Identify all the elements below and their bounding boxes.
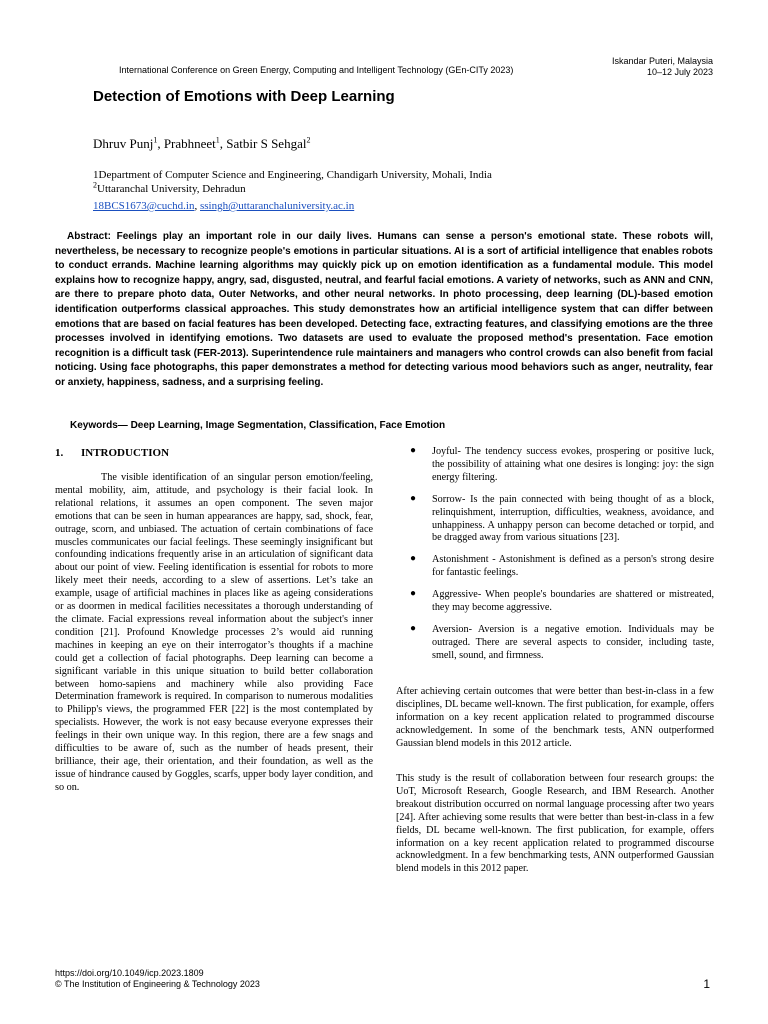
introduction-paragraph: The visible identification of an singular person emotion/feeling, mental mobility, aim, attitude, and psychology is their facial look. In relational relations, it assumes an open component. The seven major emotions that can be seen in human appearances are happy, sad, shock, fear, outrage, scorn, and unbiased. The actuation of certain combinations of face muscles communicates our facial feelings. These seemingly insignificant but confounding indications frequently arise in an articulation of significant data about our point of view. Feeling identification is essential for robots to more likely meet their needs, according to a slew of assertions. Let’s take an example, usage of artificial machines in places like as ageing considerations or as doormen in medical facilities necessitates a thorough understanding of the climate. Facial expressions reveal information about the subject's inner condition [21]. Profound Knowledge processes 2’s would aid running machines in keeping an eye on their interrogator’s thoughts if a machine could get a collection of facial photographs. Deep learning can become a significant variable in this unique situation to build better collaboration between homo-sapiens and machinery while also providing Face Determination framework is required. In comparison to numerous modalities to Philipp's views, the programmed FER [22] is the most contemplated by specialists. However, the work is not easy because everyone expresses their feelings in their own unique way. In this region, there are a few snags and difficulties to be aware of, such as the number of heads present, their brilliance, their age, their orientation, and their foundation, as well as the issue of hindrance caused by Goggles, scarfs, upper body layer condition, and so on. [55,472,373,793]
list-item: ● Aversion- Aversion is a negative emotion. Individuals may be outraged. There are several aspects to consider, including taste, smell, sound, and firmness. [410,622,714,661]
list-item: ● Sorrow- Is the pain connected with being thought of as a block, relinquishment, interruption, difficulties, weakness, avoidance, and unhappiness. A unhappy person can become detached or torpid, and be dragged away from various situations [23]. [410,492,714,544]
bullet-icon: ● [410,445,417,456]
abstract-text: Feelings play an important role in our daily lives. Humans can sense a person's emotional state. These robots will, nevertheless, be necessary to recognize people's emotions in particular situations. AI is a sort of artificial intelligence that enables robots to conduct errands. Machine learning algorithms may quickly pick up on emotion identification as a fundamental module. This model explains how to recognize happy, angry, sad, disgusted, neutral, and fearful facial emotions. A variety of networks, such as ANN and CNN, are there to prepare photo data, Outer Networks, and other neural networks. In photo processing, deep learning (DL)-based emotion identification outperforms classical approaches. This study demonstrates how an artificial intelligence system that can differ between emotions that are based on facial features has been developed. Detecting face, extracting features, and classifying emotions are the three processes involved in identifying emotions. Two datasets are used to evaluate the proposed method's presentation. Face emotion recognition is a difficult task (FER-2013). Superintendence rule maintainers and managers who control crowds can also benefit from facial noticing. Using face photographs, this paper demonstrates a method for detecting various mood behaviors such as anger, neutrality, fear or anxiety, happiness, sadness, and a surprising feeling. [55,231,713,388]
conference-name: International Conference on Green Energy, Computing and Intelligent Technology (GEn-CITy 2023) [119,65,514,75]
section-number: 1. [55,447,64,459]
paper-title: Detection of Emotions with Deep Learning [93,88,395,105]
body-paragraph: After achieving certain outcomes that were better than best-in-class in a few disciplines, DL became well-known. The first publication, for example, offers information on a key recent application related to programmed discourse acknowledgement. In some of the benchmark tests, ANN outperformed Gaussian blend models in this 2012 article. [396,686,714,749]
keywords: Keywords— Deep Learning, Image Segmentation, Classification, Face Emotion [70,420,446,431]
section-title: INTRODUCTION [81,447,170,459]
conference-location: Iskandar Puteri, Malaysia [611,56,713,66]
copyright-notice: © The Institution of Engineering & Technology 2023 [55,979,260,989]
author-name: Satbir S Sehgal [226,136,307,151]
emotion-bullet-list [396,446,714,672]
affiliations [93,168,492,213]
author-name: Dhruv Punj [93,136,154,151]
body-paragraph: This study is the result of collaboration between four research groups: the UoT, Microsoft Research, Google Research, and IBM Research. Another breakout distribution occurred on normal language processing after two years [24]. After achieving some results that were better than best-in-class in a few fields, DL became well-known. The first publication, for example, offers information on a key recent application related to programmed discourse acknowledgment. In a few benchmarking tests, ANN outperformed Gaussian blend models in this 2012 paper. [396,773,714,875]
list-item: ● Aggressive- When people's boundaries are shattered or mistreated, they may become aggressive. [410,588,714,614]
conference-location-date [612,56,713,78]
conference-dates: 10–12 July 2023 [646,67,713,77]
bullet-icon: ● [410,492,417,504]
author-name: Prabhneet [163,136,216,151]
author-affiliation-marker: 1 [153,135,158,145]
affiliation-2: $^2$Uttaranchal University, Dehradun [93,180,246,195]
list-item: ● Astonishment - Astonishment is defined as a person's strong desire for fantastic feelings. [410,553,714,579]
email-link-2[interactable]: ssingh@uttaranchaluniversity.ac.in [200,200,355,212]
email-link-1[interactable]: 18BCS1673@cuchd.in [93,200,195,212]
author-affiliation-marker: 2 [306,135,311,145]
doi-link[interactable]: https://doi.org/10.1049/icp.2023.1809 [55,968,204,978]
abstract [55,230,713,391]
bullet-icon: ● [410,588,417,600]
page-footer [55,968,260,990]
author-emails: 18BCS1673@cuchd.in, ssingh@uttaranchaluniversity.ac.in [93,200,355,212]
page-number: 1 [703,977,710,991]
bullet-icon: ● [410,622,417,634]
author-list: Dhruv Punj$^1$, Prabhneet$^1$, Satbir S Sehgal$^2$ [93,135,311,151]
affiliation-1: 1Department of Computer Science and Engineering, Chandigarh University, Mohali, India [93,169,492,181]
author-affiliation-marker: 1 [215,135,220,145]
section-heading-introduction [55,447,169,459]
abstract-label: Abstract: [67,231,111,242]
bullet-icon: ● [410,553,417,565]
list-item: ● Joyful- The tendency success evokes, prospering or positive luck, the possibility of attaining what one desires is longing: joy: the sign energy filtering. [410,445,714,483]
